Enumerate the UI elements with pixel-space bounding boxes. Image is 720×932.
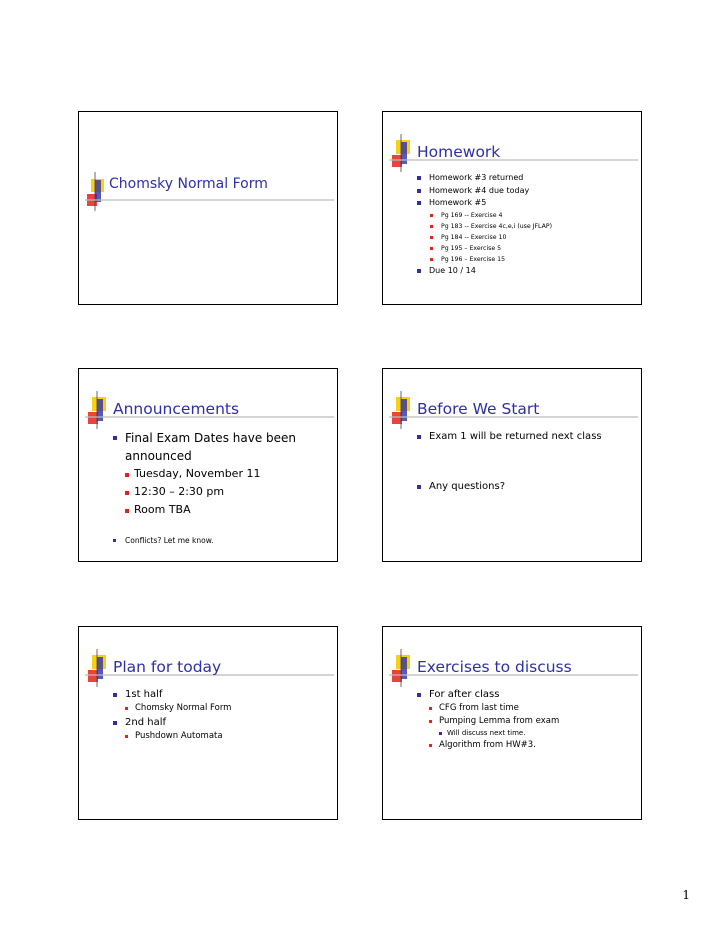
slide-announcements: [78, 368, 338, 562]
list-item: Exam 1 will be returned next class: [417, 429, 635, 444]
sub-list-item: Pushdown Automata: [125, 730, 331, 743]
sub-list-item: Pg 195 – Exercise 5: [430, 243, 635, 254]
sub-list-item: 12:30 – 2:30 pm: [125, 483, 331, 501]
slide-title: Homework: [417, 143, 501, 161]
sub-list-item: Pg 169 -- Exercise 4: [430, 210, 635, 221]
list-item: Homework #5 Pg 169 -- Exercise 4 Pg 183 -- Exercise 4c,e,i (use JFLAP) Pg 184 -- Exercise 10 Pg 195 – Exercise 5 Pg 196 – Exercise 15: [417, 197, 635, 265]
sub-list-item: CFG from last time: [429, 702, 635, 715]
list-item: Any questions?: [417, 479, 635, 494]
slide-content: [113, 687, 331, 743]
sub-list-item: Tuesday, November 11: [125, 465, 331, 483]
slide-title: Chomsky Normal Form: [109, 176, 268, 192]
sub-list-item: Chomsky Normal Form: [125, 702, 331, 715]
slide-content: [417, 429, 635, 494]
slide-content: [417, 687, 635, 752]
slide-logo-icon: [79, 112, 338, 305]
list-item: 1st half Chomsky Normal Form: [113, 687, 331, 715]
slide-title: Plan for today: [113, 658, 222, 676]
sub-list-item: Pumping Lemma from exam Will discuss next time.: [429, 715, 635, 739]
sub-sub-list-item: Will discuss next time.: [439, 728, 635, 739]
slide-content: [417, 172, 635, 277]
slide-plan-for-today: [78, 626, 338, 820]
list-item: Homework #4 due today: [417, 185, 635, 198]
slide-chomsky-normal-form: [78, 111, 338, 305]
list-item: Due 10 / 14: [417, 265, 635, 278]
list-item: Homework #3 returned: [417, 172, 635, 185]
sub-list-item: Room TBA: [125, 501, 331, 519]
slide-before-we-start: [382, 368, 642, 562]
list-item: For after class CFG from last time Pumping Lemma from exam Will discuss next time. Algorithm from HW#3.: [417, 687, 635, 752]
list-item: Final Exam Dates have been announced Tuesday, November 11 12:30 – 2:30 pm Room TBA: [113, 429, 331, 519]
list-item: 2nd half Pushdown Automata: [113, 715, 331, 743]
slide-content: [113, 429, 331, 547]
slide-homework: [382, 111, 642, 305]
page-number: 1: [682, 888, 690, 902]
sub-list-item: Pg 184 -- Exercise 10: [430, 232, 635, 243]
slide-title: Before We Start: [417, 400, 540, 418]
sub-list-item: Algorithm from HW#3.: [429, 739, 635, 752]
list-item: Conflicts? Let me know.: [113, 535, 331, 547]
sub-list-item: Pg 183 -- Exercise 4c,e,i (use JFLAP): [430, 221, 635, 232]
slide-title: Exercises to discuss: [417, 658, 572, 676]
slide-title: Announcements: [113, 400, 240, 418]
slide-exercises-to-discuss: [382, 626, 642, 820]
sub-list-item: Pg 196 – Exercise 15: [430, 254, 635, 265]
